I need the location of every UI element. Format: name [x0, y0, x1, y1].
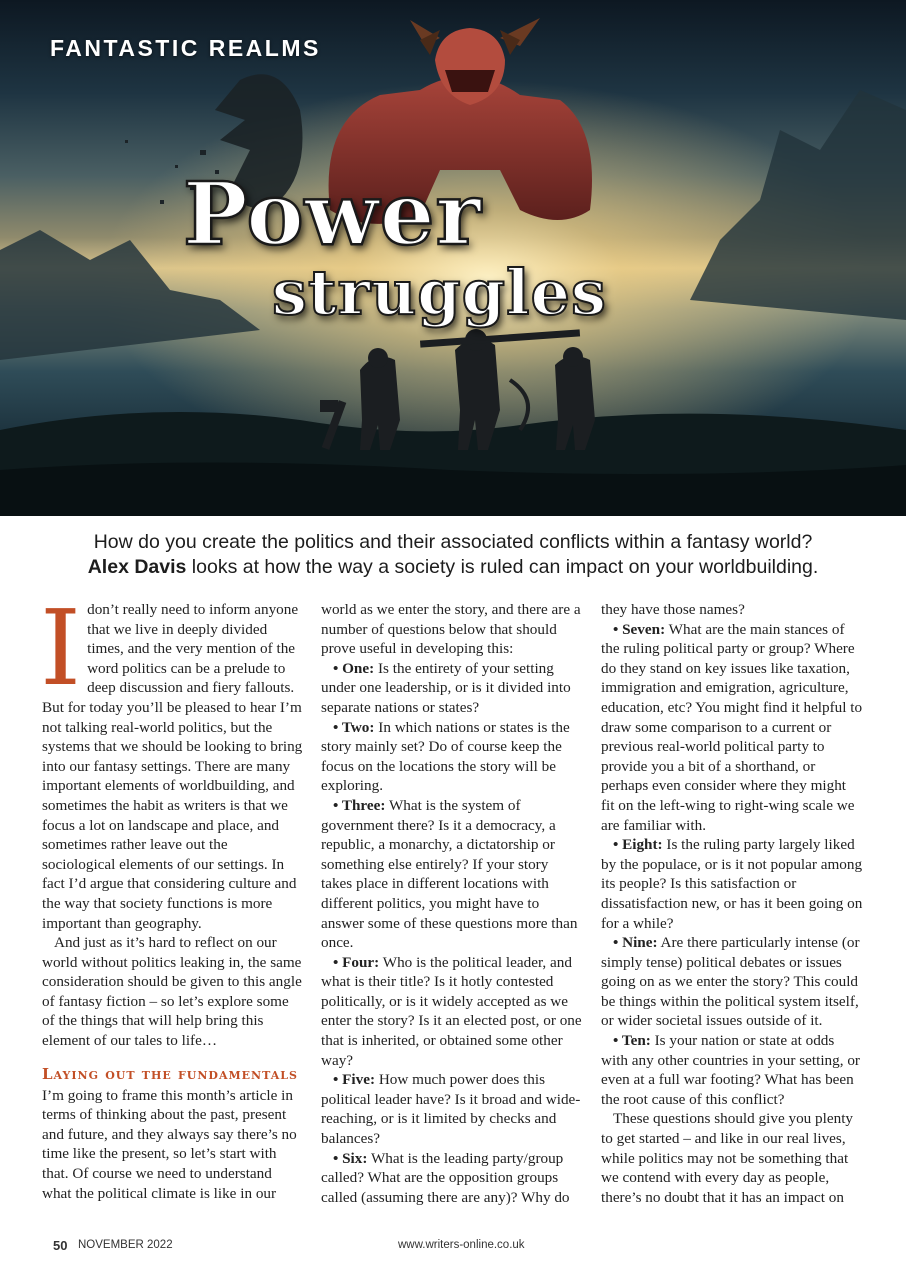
- page-footer: [0, 1238, 906, 1258]
- question-label: • Six:: [333, 1149, 368, 1167]
- drop-cap: I: [40, 587, 82, 709]
- article-column-3: [601, 600, 863, 1207]
- standfirst-line2-text: looks at how the way a society is ruled can impact on your worldbuilding.: [186, 556, 819, 578]
- question-item: [601, 933, 863, 1031]
- article-title-line2: struggles: [272, 256, 607, 329]
- question-item: [321, 796, 583, 953]
- section-label: FANTASTIC REALMS: [50, 35, 321, 61]
- question-item: [321, 718, 583, 796]
- website-url: www.writers-online.co.uk: [398, 1239, 525, 1251]
- question-label: • Seven:: [613, 620, 666, 638]
- page-number: 50: [53, 1238, 68, 1253]
- question-text: What are the main stances of the ruling political party or group? Where do they stand on key issues like taxation, immigration and emigration, agriculture, education, etc? You might find it helpful to draw some comparison to a current or previous real-world political party to provide you a bit of a shorthand, or perhaps even consider where they might fit on the left-wing to right-wing scale we are familiar with.: [601, 620, 863, 834]
- standfirst-line2: [0, 555, 906, 580]
- issue-date: NOVEMBER 2022: [78, 1239, 173, 1251]
- standfirst-line1: How do you create the politics and their associated conflicts within a fantasy world?: [93, 531, 813, 553]
- question-label: • Ten:: [613, 1032, 651, 1050]
- question-item: [321, 1149, 583, 1208]
- question-item: [321, 953, 583, 1071]
- question-item: [321, 1070, 583, 1148]
- article-title-line1: Power: [183, 164, 482, 265]
- question-label: • Eight:: [613, 836, 663, 854]
- question-text: How much power does this political leader have? Is it broad and wide-reaching, or is it limited by checks and balances?: [321, 1071, 581, 1148]
- question-label: • Three:: [333, 796, 386, 814]
- question-text: What is the leading party/group called? What are the opposition groups called (assuming there are any)? Why do: [321, 1149, 570, 1206]
- article-paragraph-continued: world as we enter the story, and there are a number of questions below that should prove useful in developing this:: [321, 601, 581, 658]
- question-label: • One:: [333, 659, 375, 677]
- question-text: What is the system of government there? Is it a democracy, a republic, a monarchy, a dictatorship or something else entirely? If your story takes place in different locations with different politics, you might have to answer some of these questions more than once.: [321, 796, 578, 952]
- article-paragraph: And just as it’s hard to reflect on our world without politics leaking in, the same consideration should be given to this angle of fantasy fiction – so let’s explore some of the things that will help bring this element of our tales to life…: [42, 934, 302, 1050]
- standfirst: [0, 530, 906, 580]
- hero-illustration: [0, 0, 906, 516]
- article-paragraph: These questions should give you plenty to get started – and like in our real lives, while politics may not be something that we contend with every day as people, there’s no doubt that it has an impact on: [601, 1110, 854, 1206]
- article-column-2: [321, 600, 583, 1207]
- article-column-1: [40, 587, 304, 1203]
- article-paragraph: I’m going to frame this month’s article in terms of thinking about the past, present and future, and they always say there’s no time like the present, so let’s start with that. Of course we need to understand what the political climate is like in our: [42, 1086, 297, 1202]
- question-label: • Two:: [333, 718, 375, 736]
- article-paragraph: [40, 587, 304, 933]
- question-label: • Nine:: [613, 934, 658, 952]
- question-text: In which nations or states is the story mainly set? Do of course keep the focus on the locations the story will be exploring.: [321, 718, 570, 795]
- question-text: Are there particularly intense (or simply tense) political debates or issues going on as we enter the story? This could be things within the political system itself, or wider societal issues outside of it.: [601, 934, 860, 1030]
- question-label: • Four:: [333, 953, 380, 971]
- question-text: Is your nation or state at odds with any other countries in your setting, or even at a full war footing? What has been the root cause of this conflict?: [601, 1032, 860, 1108]
- question-item: [601, 1031, 863, 1109]
- author-name: Alex Davis: [87, 556, 187, 578]
- section-subheading: Laying out the fundamentals: [42, 1064, 298, 1083]
- article-paragraph-continued: they have those names?: [601, 601, 745, 618]
- question-text: Who is the political leader, and what is their title? Is it hotly contested politically, or is it widely accepted as we enter the story? Is it an elected post, or one that is inherited, or obtained some other way?: [321, 953, 582, 1069]
- question-text: Is the ruling party largely liked by the populace, or is it not popular among its people? Is this satisfaction or dissatisfaction new, or has it been going on for a while?: [601, 836, 863, 932]
- question-item: [601, 835, 863, 933]
- question-text: Is the entirety of your setting under one leadership, or is it divided into separate nations or states?: [321, 659, 571, 716]
- question-item: [321, 659, 583, 718]
- question-label: • Five:: [333, 1071, 376, 1089]
- question-item: [601, 620, 863, 836]
- paragraph-text: don’t really need to inform anyone that we live in deeply divided times, and the very mention of the word politics can be a prelude to deep discussion and fiery fallouts. But for today you’ll be pleased to hear I’m not talking real-world politics, but the systems that we should be looking to bring into our fantasy settings. There are many important elements of worldbuilding, and sometimes the habit as writers is that we focus a lot on landscape and place, and sometimes rather leave out the sociological elements of our settings. In fact I’d argue that considering culture and the way that society functions is more important than geography.: [42, 601, 303, 932]
